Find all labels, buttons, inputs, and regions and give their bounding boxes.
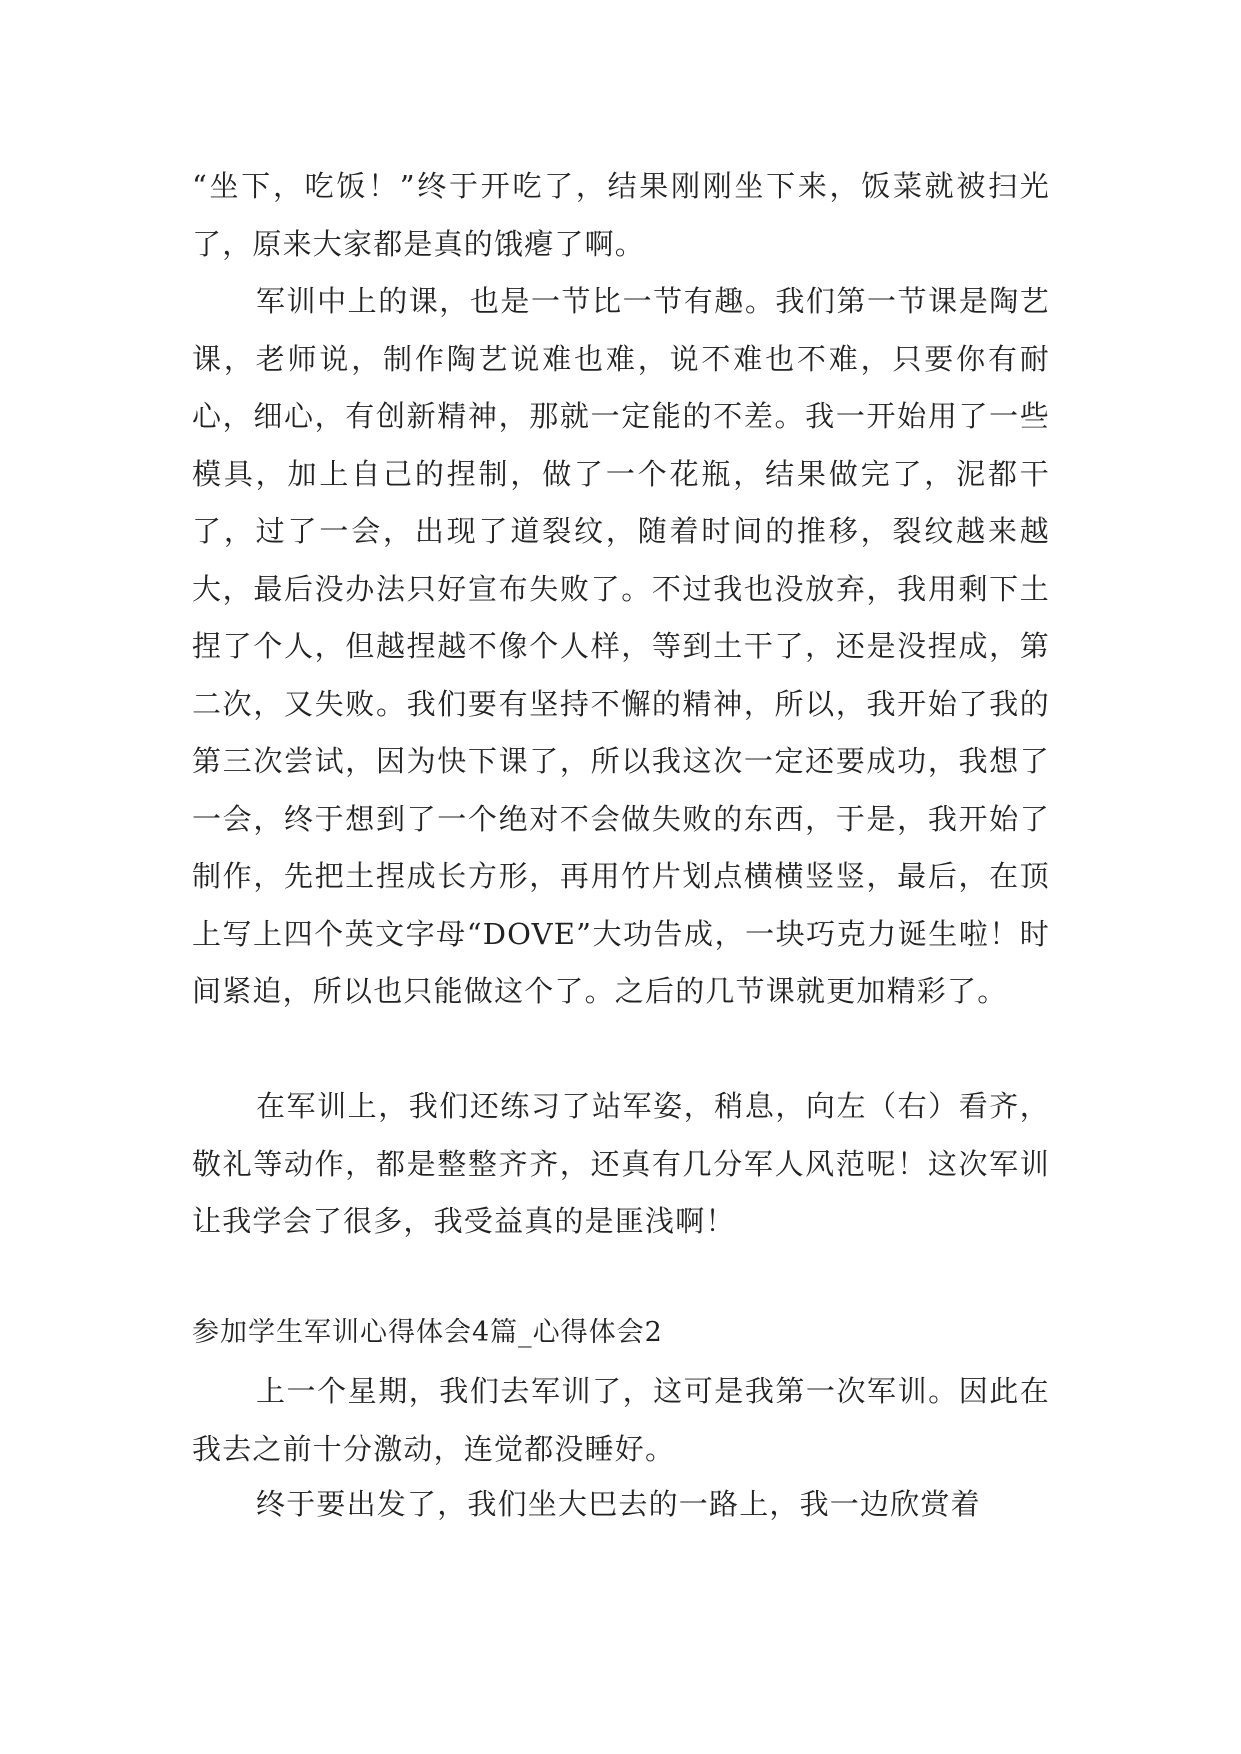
paragraph-pottery-class: 军训中上的课，也是一节比一节有趣。我们第一节课是陶艺课，老师说，制作陶艺说难也难，说不难也不难，只要你有耐心，细心，有创新精神，那就一定能的不差。我一开始用了一些模具，加上自己的捏制，做了一个花瓶，结果做完了，泥都干了，过了一会，出现了道裂纹，随着时间的推移，裂纹越来越大，最后没办法只好宣布失败了。不过我也没放弃，我用剩下土捏了个人，但越捏越不像个人样，等到土干了，还是没捏成，第二次，又失败。我们要有坚持不懈的精神，所以，我开始了我的第三次尝试，因为快下课了，所以我这次一定还要成功，我想了一会，终于想到了一个绝对不会做失败的东西，于是，我开始了制作，先把土捏成长方形，再用竹片划点横横竖竖，最后，在顶上写上四个英文字母“DOVE”大功告成，一块巧克力诞生啦！时间紧迫，所以也只能做这个了。之后的几节课就更加精彩了。 [192,284,1050,1008]
paragraph-departure: 终于要出发了，我们坐大巴去的一路上，我一边欣赏着 [256,1487,981,1521]
section-heading: 参加学生军训心得体会4篇_心得体会2 [192,1317,663,1348]
paragraph-drill-summary: 在军训上，我们还练习了站军姿，稍息，向左（右）看齐，敬礼等动作，都是整整齐齐，还真有几分军人风范呢！这次军训让我学会了很多，我受益真的是匪浅啊！ [192,1089,1050,1238]
paragraph-last-week: 上一个星期，我们去军训了，这可是我第一次军训。因此在我去之前十分激动，连觉都没睡好。 [192,1374,1050,1466]
paragraph-continued: “坐下，吃饭！”终于开吃了，结果刚刚坐下来，饭菜就被扫光了，原来大家都是真的饿瘪了啊。 [192,169,1050,261]
